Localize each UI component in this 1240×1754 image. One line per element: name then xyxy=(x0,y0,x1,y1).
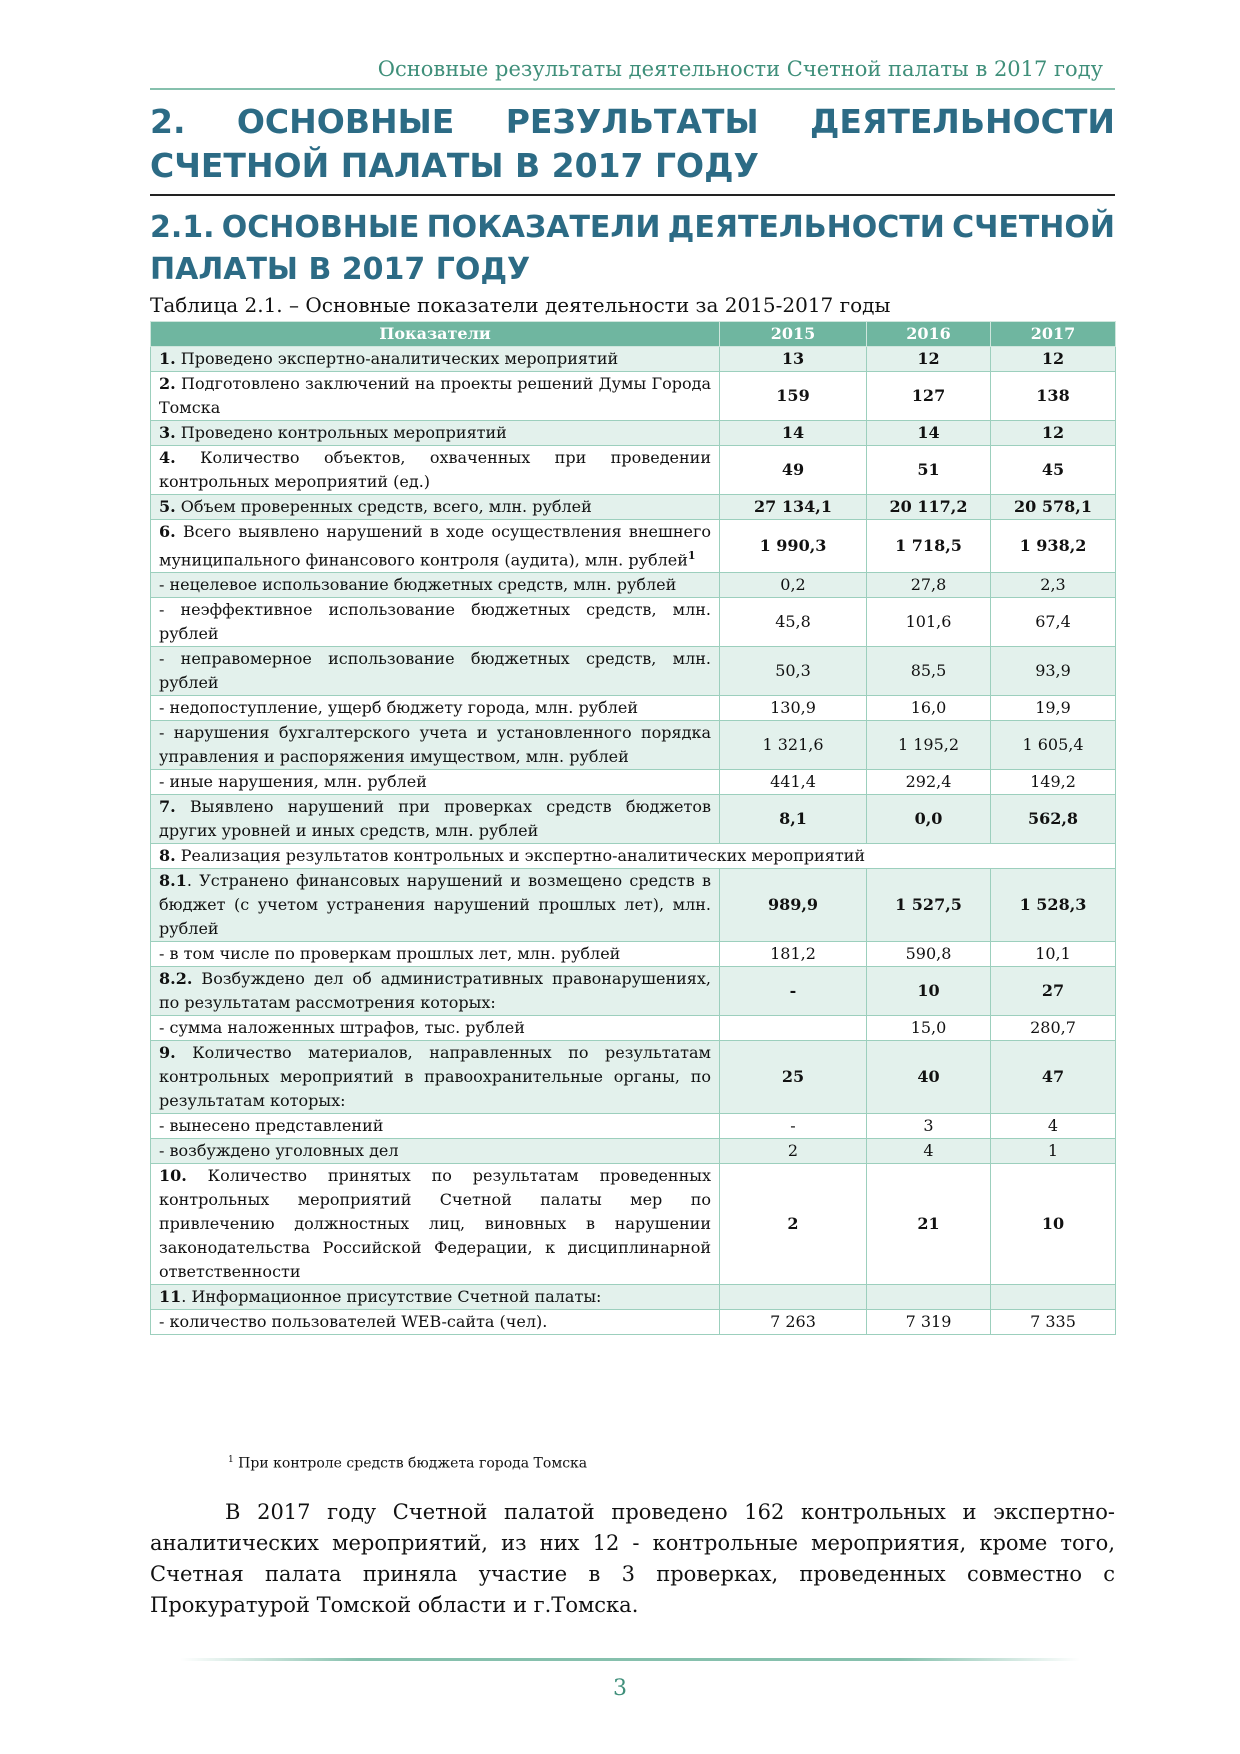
value-cell-2017: 280,7 xyxy=(991,1016,1116,1041)
value-cell-2016: 101,6 xyxy=(867,598,991,647)
heading-word: ПОКАЗАТЕЛИ xyxy=(426,210,661,245)
value-cell-2015 xyxy=(720,1285,867,1310)
value-cell-2015: - xyxy=(720,1114,867,1139)
indicator-label xyxy=(151,647,720,696)
indicator-label xyxy=(151,446,720,495)
table-row xyxy=(151,844,1116,869)
value-cell-2017: 1 938,2 xyxy=(991,520,1116,573)
value-cell-2016: 12 xyxy=(867,347,991,372)
indicator-text: Количество принятых по результатам проведенных контрольных мероприятий Счетной палаты мер по привлечению должностных лиц, виновных в нарушении законодательства Российской Федерации, к дисциплинарной ответственности xyxy=(159,1166,711,1282)
indicator-text: - сумма наложенных штрафов, тыс. рублей xyxy=(159,1018,525,1038)
running-header: Основные результаты деятельности Счетной палаты в 2017 году xyxy=(377,57,1103,81)
heading-line: ПАЛАТЫ В 2017 ГОДУ xyxy=(150,252,531,287)
indicator-text: Всего выявлено нарушений в ходе осуществления внешнего муниципального финансового контроля (аудита), млн. рублей xyxy=(159,522,711,570)
footnote xyxy=(228,1455,587,1472)
heading-word: 2.1. xyxy=(150,210,215,245)
heading-word: РЕЗУЛЬТАТЫ xyxy=(505,102,759,141)
indicator-label xyxy=(151,1041,720,1114)
indicator-label xyxy=(151,1114,720,1139)
table-row xyxy=(151,1016,1116,1041)
indicator-number: 6. xyxy=(159,522,176,541)
indicator-label xyxy=(151,573,720,598)
heading-word: ДЕЯТЕЛЬНОСТИ xyxy=(810,102,1115,141)
value-cell-2017: 12 xyxy=(991,421,1116,446)
indicator-number: 8.1 xyxy=(159,871,187,891)
value-cell-2015: 2 xyxy=(720,1139,867,1164)
value-cell-2015: 25 xyxy=(720,1041,867,1114)
value-cell-2016: 20 117,2 xyxy=(867,495,991,520)
value-cell-2017: 45 xyxy=(991,446,1116,495)
value-cell-2015: - xyxy=(720,967,867,1016)
footnote-mark: 1 xyxy=(228,1455,234,1465)
indicators-table xyxy=(150,321,1116,1335)
header-rule xyxy=(150,88,1115,90)
table-row xyxy=(151,421,1116,446)
value-cell-2017: 1 xyxy=(991,1139,1116,1164)
value-cell-2017: 10 xyxy=(991,1164,1116,1285)
table-row xyxy=(151,1310,1116,1335)
value-cell-2017: 12 xyxy=(991,347,1116,372)
table-row xyxy=(151,1114,1116,1139)
value-cell-2015: 1 321,6 xyxy=(720,721,867,770)
value-cell-2016: 1 527,5 xyxy=(867,869,991,942)
table-row xyxy=(151,1041,1116,1114)
value-cell-2016: 1 718,5 xyxy=(867,520,991,573)
table-row xyxy=(151,372,1116,421)
indicator-number: 1. xyxy=(159,349,176,368)
indicator-label xyxy=(151,1285,720,1310)
value-cell-2015: 50,3 xyxy=(720,647,867,696)
footnote-text: При контроле средств бюджета города Томска xyxy=(233,1455,588,1472)
indicator-text: - в том числе по проверкам прошлых лет, млн. рублей xyxy=(159,944,621,964)
indicator-label xyxy=(151,598,720,647)
value-cell-2015: 2 xyxy=(720,1164,867,1285)
indicator-text: Количество объектов, охваченных при проведении контрольных мероприятий (ед.) xyxy=(159,448,711,491)
indicator-text: - нарушения бухгалтерского учета и установленного порядка управления и распоряжения имуществом, млн. рублей xyxy=(159,723,711,767)
value-cell-2016: 14 xyxy=(867,421,991,446)
value-cell-2017: 67,4 xyxy=(991,598,1116,647)
indicator-text: - возбуждено уголовных дел xyxy=(159,1141,399,1161)
indicator-number: 8.2. xyxy=(159,969,193,989)
value-cell-2015 xyxy=(720,1016,867,1041)
value-cell-2016: 4 xyxy=(867,1139,991,1164)
value-cell-2017: 47 xyxy=(991,1041,1116,1114)
value-cell-2016: 10 xyxy=(867,967,991,1016)
indicator-text: Подготовлено заключений на проекты решений Думы Города Томска xyxy=(159,374,711,417)
indicator-label xyxy=(151,1310,720,1335)
column-header: 2016 xyxy=(867,322,991,347)
value-cell-2015: 49 xyxy=(720,446,867,495)
indicator-text: - иные нарушения, млн. рублей xyxy=(159,772,427,792)
value-cell-2017: 1 528,3 xyxy=(991,869,1116,942)
table-row xyxy=(151,967,1116,1016)
indicator-number: 8. xyxy=(159,846,176,866)
column-header: Показатели xyxy=(151,322,720,347)
value-cell-2016: 51 xyxy=(867,446,991,495)
indicator-number: 2. xyxy=(159,374,176,393)
value-cell-2016: 127 xyxy=(867,372,991,421)
value-cell-2016: 590,8 xyxy=(867,942,991,967)
indicator-number: 3. xyxy=(159,423,176,442)
value-cell-2015: 45,8 xyxy=(720,598,867,647)
value-cell-2017: 27 xyxy=(991,967,1116,1016)
value-cell-2016: 7 319 xyxy=(867,1310,991,1335)
indicator-text: Количество материалов, направленных по результатам контрольных мероприятий в правоохранительные органы, по результатам которых: xyxy=(159,1043,711,1111)
indicator-number: 11 xyxy=(159,1287,182,1307)
indicator-number: 4. xyxy=(159,448,176,467)
indicator-label xyxy=(151,770,720,795)
indicator-text: Объем проверенных средств, всего, млн. рублей xyxy=(175,497,592,516)
value-cell-2017: 2,3 xyxy=(991,573,1116,598)
value-cell-2015: 181,2 xyxy=(720,942,867,967)
heading-rule xyxy=(150,194,1115,196)
indicator-label xyxy=(151,1016,720,1041)
heading-word: СЧЕТНОЙ xyxy=(952,210,1115,245)
table-caption: Таблица 2.1. – Основные показатели деятельности за 2015-2017 годы xyxy=(150,293,891,317)
indicator-text: Проведено контрольных мероприятий xyxy=(175,423,507,442)
heading-line: СЧЕТНОЙ ПАЛАТЫ В 2017 ГОДУ xyxy=(150,146,759,185)
table-row xyxy=(151,446,1116,495)
indicator-label xyxy=(151,696,720,721)
indicator-text: - неправомерное использование бюджетных средств, млн. рублей xyxy=(159,649,711,693)
heading-word: ОСНОВНЫЕ xyxy=(236,102,455,141)
indicator-number: 10. xyxy=(159,1166,187,1186)
page-number: 3 xyxy=(613,1676,627,1701)
table-row xyxy=(151,869,1116,942)
heading-word: 2. xyxy=(150,102,186,141)
value-cell-2016: 21 xyxy=(867,1164,991,1285)
table-header-row xyxy=(151,322,1116,347)
value-cell-2017: 1 605,4 xyxy=(991,721,1116,770)
value-cell-2017: 20 578,1 xyxy=(991,495,1116,520)
indicator-label xyxy=(151,372,720,421)
value-cell-2015: 0,2 xyxy=(720,573,867,598)
indicator-text: - нецелевое использование бюджетных средств, млн. рублей xyxy=(159,575,677,595)
value-cell-2017: 10,1 xyxy=(991,942,1116,967)
value-cell-2016: 3 xyxy=(867,1114,991,1139)
value-cell-2017: 7 335 xyxy=(991,1310,1116,1335)
section-heading xyxy=(150,100,1115,188)
heading-word: ДЕЯТЕЛЬНОСТИ xyxy=(667,210,945,245)
value-cell-2015: 989,9 xyxy=(720,869,867,942)
value-cell-2015: 13 xyxy=(720,347,867,372)
value-cell-2017: 149,2 xyxy=(991,770,1116,795)
table-row xyxy=(151,795,1116,844)
table-row xyxy=(151,520,1116,573)
value-cell-2015: 1 990,3 xyxy=(720,520,867,573)
value-cell-2016: 0,0 xyxy=(867,795,991,844)
indicator-label xyxy=(151,795,720,844)
table-row xyxy=(151,495,1116,520)
value-cell-2016: 16,0 xyxy=(867,696,991,721)
indicator-label xyxy=(151,721,720,770)
table-row xyxy=(151,598,1116,647)
indicator-text: Возбуждено дел об административных правонарушениях, по результатам рассмотрения которых: xyxy=(159,969,711,1013)
value-cell-2016: 40 xyxy=(867,1041,991,1114)
indicator-text: . Устранено финансовых нарушений и возмещено средств в бюджет (с учетом устранения нарушений прошлых лет), млн. рублей xyxy=(159,871,711,939)
value-cell-2017: 4 xyxy=(991,1114,1116,1139)
value-cell-2015: 8,1 xyxy=(720,795,867,844)
subsection-heading xyxy=(150,207,1115,291)
indicator-label xyxy=(151,942,720,967)
indicator-label xyxy=(151,967,720,1016)
table-row xyxy=(151,721,1116,770)
indicator-number: 9. xyxy=(159,1043,176,1063)
value-cell-2015: 130,9 xyxy=(720,696,867,721)
indicator-text: - количество пользователей WEB-сайта (чел). xyxy=(159,1312,548,1332)
indicator-text: . Информационное присутствие Счетной палаты: xyxy=(181,1287,602,1307)
table-row xyxy=(151,1139,1116,1164)
footnote-ref: 1 xyxy=(687,549,696,562)
indicator-text: - вынесено представлений xyxy=(159,1116,384,1136)
table-row xyxy=(151,347,1116,372)
value-cell-2017 xyxy=(991,1285,1116,1310)
table-row xyxy=(151,942,1116,967)
indicator-label xyxy=(151,421,720,446)
indicator-label xyxy=(151,347,720,372)
indicator-text: - недопоступление, ущерб бюджету города, млн. рублей xyxy=(159,698,639,718)
indicator-label xyxy=(151,869,720,942)
indicator-number: 5. xyxy=(159,497,176,516)
value-cell-2015: 441,4 xyxy=(720,770,867,795)
indicator-label xyxy=(151,1164,720,1285)
indicator-label xyxy=(151,495,720,520)
column-header: 2015 xyxy=(720,322,867,347)
indicator-label xyxy=(151,1139,720,1164)
indicator-label xyxy=(151,520,720,573)
value-cell-2017: 562,8 xyxy=(991,795,1116,844)
value-cell-2017: 138 xyxy=(991,372,1116,421)
indicator-text: Реализация результатов контрольных и экспертно-аналитических мероприятий xyxy=(175,846,865,866)
heading-word: ОСНОВНЫЕ xyxy=(221,210,420,245)
indicator-number: 7. xyxy=(159,797,176,817)
value-cell-2016 xyxy=(867,1285,991,1310)
value-cell-2016: 1 195,2 xyxy=(867,721,991,770)
value-cell-2016: 85,5 xyxy=(867,647,991,696)
table-row xyxy=(151,1164,1116,1285)
table-row xyxy=(151,696,1116,721)
value-cell-2017: 93,9 xyxy=(991,647,1116,696)
value-cell-2016: 15,0 xyxy=(867,1016,991,1041)
indicator-label xyxy=(151,844,1116,869)
column-header: 2017 xyxy=(991,322,1116,347)
value-cell-2016: 292,4 xyxy=(867,770,991,795)
value-cell-2015: 7 263 xyxy=(720,1310,867,1335)
value-cell-2017: 19,9 xyxy=(991,696,1116,721)
table-row xyxy=(151,647,1116,696)
value-cell-2015: 27 134,1 xyxy=(720,495,867,520)
table-row xyxy=(151,1285,1116,1310)
table-row xyxy=(151,770,1116,795)
value-cell-2015: 159 xyxy=(720,372,867,421)
indicator-text: Выявлено нарушений при проверках средств бюджетов других уровней и иных средств, млн. рублей xyxy=(159,797,711,841)
indicator-text: - неэффективное использование бюджетных средств, млн. рублей xyxy=(159,600,711,644)
indicator-text: Проведено экспертно-аналитических мероприятий xyxy=(175,349,619,368)
value-cell-2015: 14 xyxy=(720,421,867,446)
footer-rule xyxy=(180,1658,1080,1661)
table-row xyxy=(151,573,1116,598)
value-cell-2016: 27,8 xyxy=(867,573,991,598)
body-paragraph: В 2017 году Счетной палатой проведено 162 контрольных и экспертно-аналитических мероприятий, из них 12 - контрольные мероприятия, кроме того, Счетная палата приняла участие в 3 проверках, проведенных совместно с Прокуратурой Томской области и г.Томска. xyxy=(150,1500,1115,1617)
